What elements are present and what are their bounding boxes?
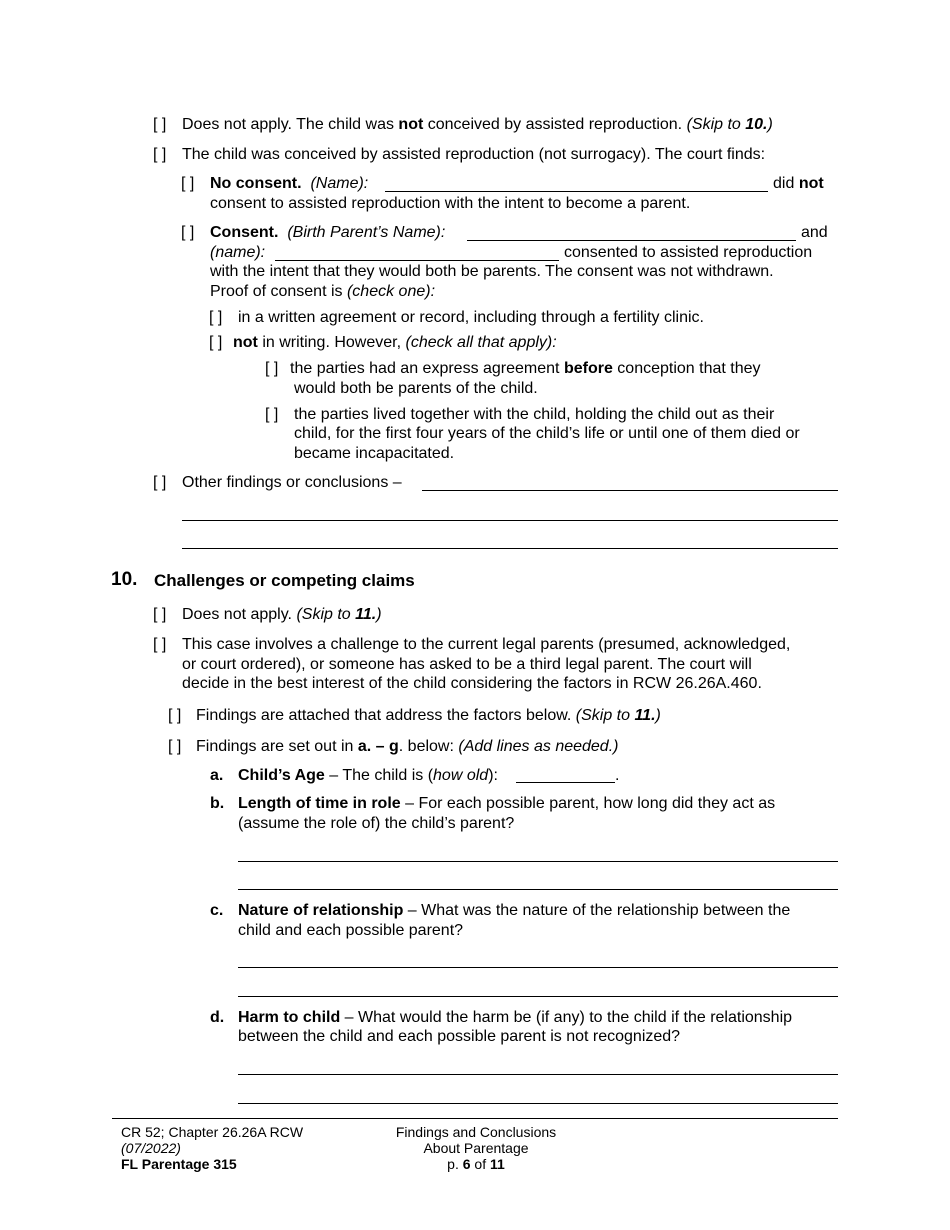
item-d-letter: d. bbox=[210, 1009, 225, 1026]
item-b-text: Length of time in role – For each possible parent, how long did they act as bbox=[238, 795, 776, 812]
consent-name-line[interactable] bbox=[275, 260, 559, 261]
item-c-text: Nature of relationship – What was the nature of the relationship between the bbox=[238, 902, 791, 919]
consent-line3: with the intent that they would both be parents. The consent was not withdrawn. bbox=[210, 263, 774, 280]
footer-page-number: p. 6 of 11 bbox=[447, 1156, 505, 1172]
lived-together-line1: the parties lived together with the child, holding the child out as their bbox=[294, 406, 775, 423]
checkbox-challenge[interactable]: [ ] bbox=[153, 636, 167, 653]
checkbox-express-agreement[interactable]: [ ] bbox=[265, 360, 279, 377]
footer-form-id: FL Parentage 315 bbox=[121, 1156, 237, 1172]
challenge-line2: or court ordered), or someone has asked to be a third legal parent. The court will bbox=[182, 656, 752, 673]
item-b-line2: (assume the role of) the child’s parent? bbox=[238, 815, 515, 832]
consent-name-label: (name): bbox=[210, 244, 266, 261]
findings-set-out-text: Findings are set out in a. – g. below: (Add lines as needed.) bbox=[196, 738, 619, 755]
written-agreement-text: in a written agreement or record, including through a fertility clinic. bbox=[238, 309, 704, 326]
footer-title-1: Findings and Conclusions bbox=[395, 1124, 557, 1140]
checkbox-findings-attached[interactable]: [ ] bbox=[168, 707, 182, 724]
express-agreement-line2: would both be parents of the child. bbox=[294, 380, 538, 397]
other-findings-line-2[interactable] bbox=[182, 520, 838, 521]
checkbox-does-not-apply-10[interactable]: [ ] bbox=[153, 606, 167, 623]
checkbox-other-findings[interactable]: [ ] bbox=[153, 474, 167, 491]
does-not-apply-9-text: Does not apply. The child was not conceived by assisted reproduction. (Skip to 10.) bbox=[182, 116, 773, 133]
item-c-letter: c. bbox=[210, 902, 224, 919]
footer-divider bbox=[112, 1118, 838, 1119]
child-age-line[interactable] bbox=[516, 782, 615, 783]
child-age-period: . bbox=[615, 767, 620, 784]
consent-and: and bbox=[801, 224, 828, 241]
item-d-answer-line-1[interactable] bbox=[238, 1074, 838, 1075]
checkbox-assisted-reproduction[interactable]: [ ] bbox=[153, 146, 167, 163]
lived-together-line2: child, for the first four years of the child’s life or until one of them died or bbox=[294, 425, 800, 442]
item-c-answer-line-2[interactable] bbox=[238, 996, 838, 997]
not-in-writing-text: not in writing. However, (check all that apply): bbox=[233, 334, 557, 351]
item-b-answer-line-1[interactable] bbox=[238, 861, 838, 862]
checkbox-no-consent[interactable]: [ ] bbox=[181, 175, 195, 192]
checkbox-written-agreement[interactable]: [ ] bbox=[209, 309, 223, 326]
checkbox-findings-set-out[interactable]: [ ] bbox=[168, 738, 182, 755]
lived-together-line3: became incapacitated. bbox=[294, 445, 455, 462]
item-b-letter: b. bbox=[210, 795, 225, 812]
proof-of-consent: Proof of consent is (check one): bbox=[210, 283, 436, 300]
no-consent-name-line[interactable] bbox=[385, 191, 768, 192]
other-findings-text: Other findings or conclusions – bbox=[182, 474, 402, 491]
footer-title-2: About Parentage bbox=[423, 1140, 529, 1156]
footer-date: (07/2022) bbox=[121, 1140, 181, 1156]
item-a-text: Child’s Age – The child is (how old): bbox=[238, 767, 498, 784]
item-b-answer-line-2[interactable] bbox=[238, 889, 838, 890]
item-d-answer-line-2[interactable] bbox=[238, 1103, 838, 1104]
item-a-letter: a. bbox=[210, 767, 224, 784]
checkbox-lived-together[interactable]: [ ] bbox=[265, 406, 279, 423]
footer-rule-ref: CR 52; Chapter 26.26A RCW bbox=[121, 1124, 304, 1140]
challenge-line3: decide in the best interest of the child considering the factors in RCW 26.26A.460. bbox=[182, 675, 762, 692]
consent-label: Consent. (Birth Parent’s Name): bbox=[210, 224, 446, 241]
findings-attached-text: Findings are attached that address the factors below. (Skip to 11.) bbox=[196, 707, 661, 724]
checkbox-does-not-apply-9[interactable]: [ ] bbox=[153, 116, 167, 133]
challenge-line1: This case involves a challenge to the current legal parents (presumed, acknowledged, bbox=[182, 636, 791, 653]
no-consent-label: No consent. (Name): bbox=[210, 175, 369, 192]
item-c-line2: child and each possible parent? bbox=[238, 922, 464, 939]
no-consent-did-not: did not bbox=[773, 175, 824, 192]
express-agreement-text: the parties had an express agreement before conception that they bbox=[290, 360, 761, 377]
item-c-answer-line-1[interactable] bbox=[238, 967, 838, 968]
assisted-reproduction-text: The child was conceived by assisted reproduction (not surrogacy). The court finds: bbox=[182, 146, 766, 163]
item-d-text: Harm to child – What would the harm be (if any) to the child if the relationship bbox=[238, 1009, 793, 1026]
checkbox-not-in-writing[interactable]: [ ] bbox=[209, 334, 223, 351]
item-d-line2: between the child and each possible parent is not recognized? bbox=[238, 1028, 681, 1045]
birth-parent-name-line[interactable] bbox=[467, 240, 796, 241]
other-findings-line-1[interactable] bbox=[422, 490, 838, 491]
does-not-apply-10-text: Does not apply. (Skip to 11.) bbox=[182, 606, 382, 623]
other-findings-line-3[interactable] bbox=[182, 548, 838, 549]
section-10-title: Challenges or competing claims bbox=[154, 571, 415, 590]
no-consent-line2: consent to assisted reproduction with the intent to become a parent. bbox=[210, 195, 691, 212]
section-10-number: 10. bbox=[111, 569, 138, 590]
consent-consented: consented to assisted reproduction bbox=[564, 244, 813, 261]
checkbox-consent[interactable]: [ ] bbox=[181, 224, 195, 241]
